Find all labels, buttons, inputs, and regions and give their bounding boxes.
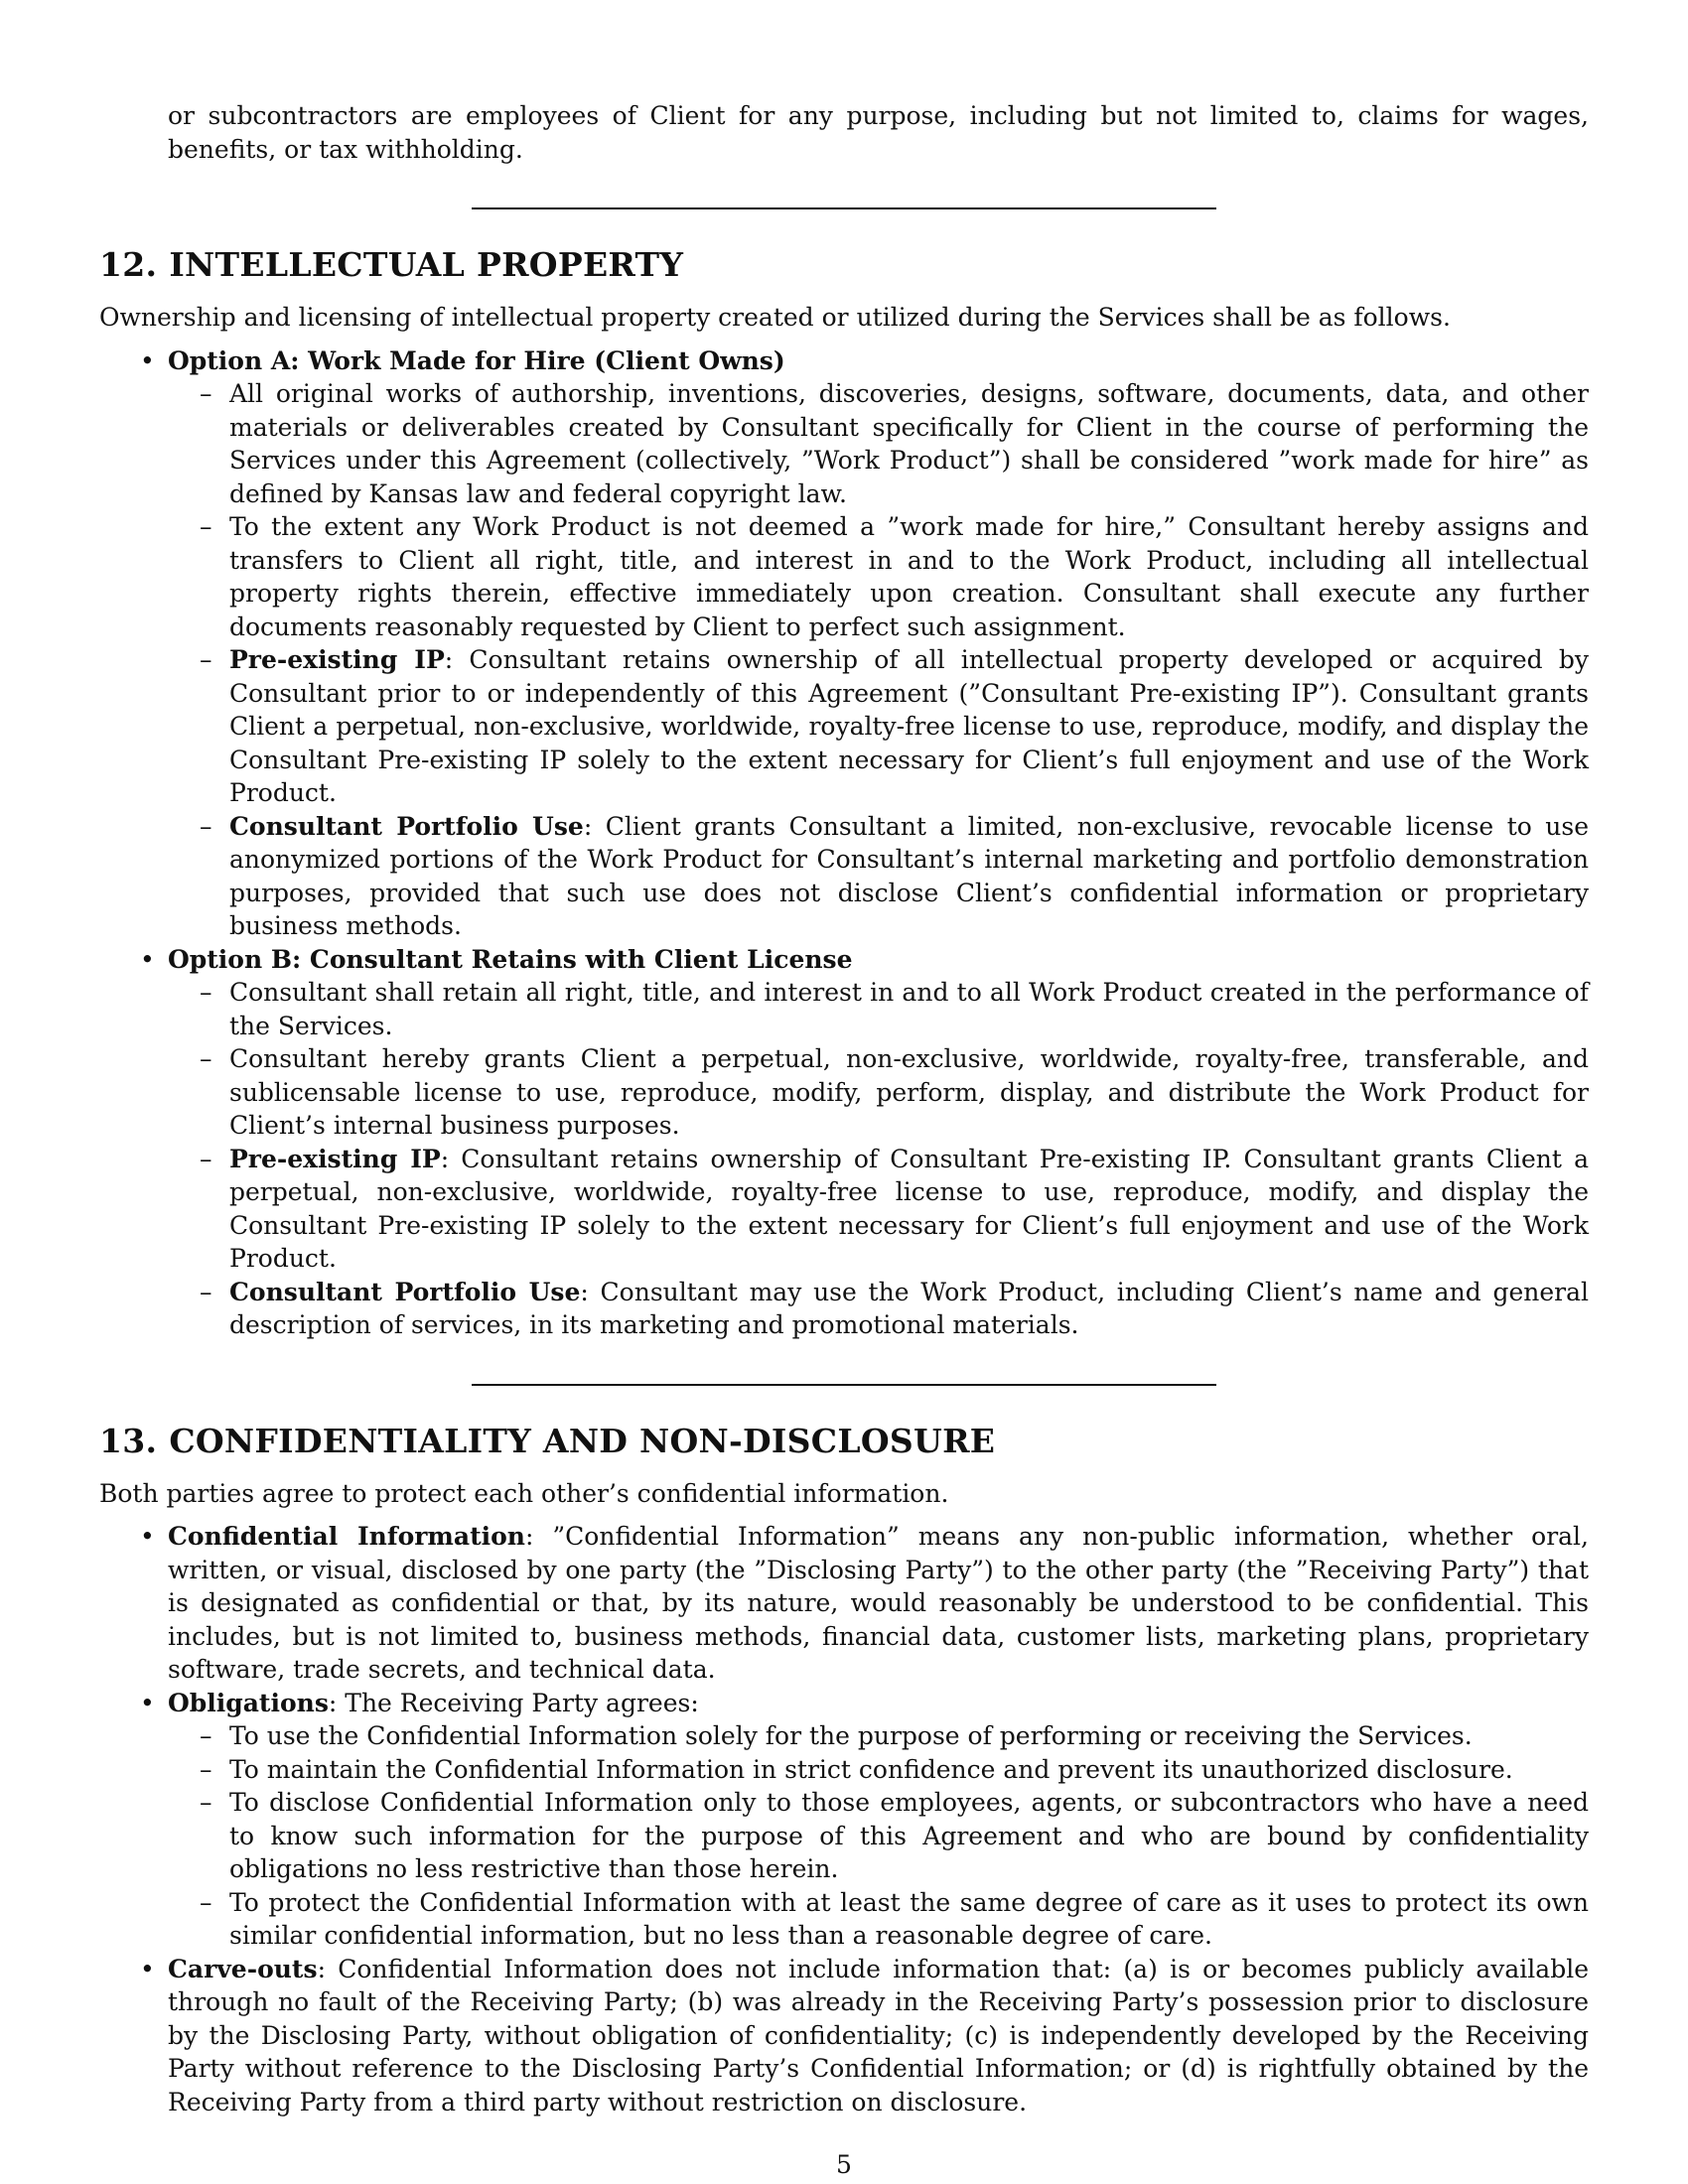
list-item: – To disclose Confidential Information only to those employees, agents, or subcontractors who have a need to know such information for the purpose of this Agreement and who are bound by confidentiality obligations no less restrictive than those herein. <box>229 1786 1589 1886</box>
list-item <box>229 1276 1589 1342</box>
item-text: : The Receiving Party agrees: <box>328 1688 699 1717</box>
option-a <box>168 344 1589 943</box>
ip-options-list <box>99 344 1589 1342</box>
list-item: – Consultant hereby grants Client a perpetual, non-exclusive, worldwide, royalty-free, transferable, and sublicensable license to use, reproduce, modify, perform, display, and distribute the Work Product for Client’s internal business purposes. <box>229 1042 1589 1143</box>
section-12-intro: Ownership and licensing of intellectual property created or utilized during the Services shall be as follows. <box>99 303 1451 332</box>
obligations-item <box>168 1687 1589 1953</box>
item-label: Confidential Information <box>168 1522 525 1551</box>
page-number: 5 <box>836 2150 852 2179</box>
document-page <box>99 99 1589 2118</box>
item-label: Carve-outs <box>168 1954 318 1983</box>
section-number: 13. <box>99 1421 158 1460</box>
item-text: : Client grants Consultant a limited, non-exclusive, revocable license to use anonymized portions of the Work Product for Consultant’s internal marketing and portfolio demonstration purposes, provided that such use does not disclose Client’s confidential information or proprietary business methods. <box>229 811 1589 940</box>
option-b-items <box>168 976 1589 1342</box>
item-text: : Consultant retains ownership of Consultant Pre-existing IP. Consultant grants Client a perpetual, non-exclusive, worldwide, royalty-free license to use, reproduce, modify, and display the Consultant Pre-existing IP solely to the extent necessary for Client’s full enjoyment and use of the Work Product. <box>229 1144 1589 1273</box>
continuation-paragraph: or subcontractors are employees of Client for any purpose, including but not limited to, claims for wages, benefits, or tax withholding. <box>168 101 1589 164</box>
section-divider <box>472 207 1216 209</box>
section-title: INTELLECTUAL PROPERTY <box>169 245 684 284</box>
item-label: Pre-existing IP <box>229 645 445 674</box>
confidential-information-item <box>168 1520 1589 1687</box>
item-text: : Confidential Information does not include information that: (a) is or becomes publicly available through no fault of the Receiving Party; (b) was already in the Receiving Party’s possession prior to disclosure by the Disclosing Party, without obligation of confidentiality; (c) is independently developed by the Receiving Party without reference to the Disclosing Party’s Confidential Information; or (d) is rightfully obtained by the Receiving Party from a third party without restriction on disclosure. <box>168 1954 1589 2116</box>
item-label: Pre-existing IP <box>229 1144 441 1173</box>
option-b <box>168 943 1589 1342</box>
section-13-intro: Both parties agree to protect each other’s confidential information. <box>99 1478 949 1508</box>
section-13-heading <box>99 1422 1589 1461</box>
item-text: : Consultant may use the Work Product, including Client’s name and general description of services, in its marketing and promotional materials. <box>229 1277 1589 1339</box>
option-a-title: Option A: Work Made for Hire (Client Owns) <box>168 345 785 375</box>
list-item <box>229 643 1589 810</box>
list-item: – All original works of authorship, inventions, discoveries, designs, software, documents, data, and other materials or deliverables created by Consultant specifically for Client in the course of performing the Services under this Agreement (collectively, ”Work Product”) shall be considered ”work made for hire” as defined by Kansas law and federal copyright law. <box>229 377 1589 510</box>
item-label: Consultant Portfolio Use <box>229 811 584 841</box>
item-label: Obligations <box>168 1688 329 1717</box>
list-item: – To use the Confidential Information solely for the purpose of performing or receiving the Services. <box>229 1719 1589 1753</box>
list-item <box>229 1143 1589 1276</box>
list-item <box>229 810 1589 943</box>
list-item: – Consultant shall retain all right, title, and interest in and to all Work Product created in the performance of the Services. <box>229 976 1589 1042</box>
section-title: CONFIDENTIALITY AND NON-DISCLOSURE <box>169 1421 996 1460</box>
section-divider <box>472 1384 1216 1386</box>
confidentiality-list <box>99 1520 1589 2118</box>
list-item: – To protect the Confidential Information with at least the same degree of care as it uses to protect its own similar confidential information, but no less than a reasonable degree of care. <box>229 1886 1589 1953</box>
option-b-title: Option B: Consultant Retains with Client License <box>168 944 853 974</box>
section-12-heading <box>99 245 1589 285</box>
carve-outs-item <box>168 1953 1589 2119</box>
item-text: : ”Confidential Information” means any non-public information, whether oral, written, or visual, disclosed by one party (the ”Disclosing Party”) to the other party (the ”Receiving Party”) that is designated as confidential or that, by its nature, would reasonably be understood to be confidential. This includes, but is not limited to, business methods, financial data, customer lists, marketing plans, proprietary software, trade secrets, and technical data. <box>168 1522 1589 1684</box>
list-item: – To maintain the Confidential Information in strict confidence and prevent its unauthorized disclosure. <box>229 1753 1589 1787</box>
item-label: Consultant Portfolio Use <box>229 1277 581 1306</box>
obligations-subitems <box>168 1719 1589 1953</box>
option-a-items <box>168 377 1589 943</box>
item-text: : Consultant retains ownership of all intellectual property developed or acquired by Consultant prior to or independently of this Agreement (”Consultant Pre-existing IP”). Consultant grants Client a perpetual, non-exclusive, worldwide, royalty-free license to use, reproduce, modify, and display the Consultant Pre-existing IP solely to the extent necessary for Client’s full enjoyment and use of the Work Product. <box>229 645 1589 807</box>
section-number: 12. <box>99 245 158 284</box>
list-item: – To the extent any Work Product is not deemed a ”work made for hire,” Consultant hereby assigns and transfers to Client all right, title, and interest in and to the Work Product, including all intellectual property rights therein, effective immediately upon creation. Consultant shall execute any further documents reasonably requested by Client to perfect such assignment. <box>229 510 1589 643</box>
